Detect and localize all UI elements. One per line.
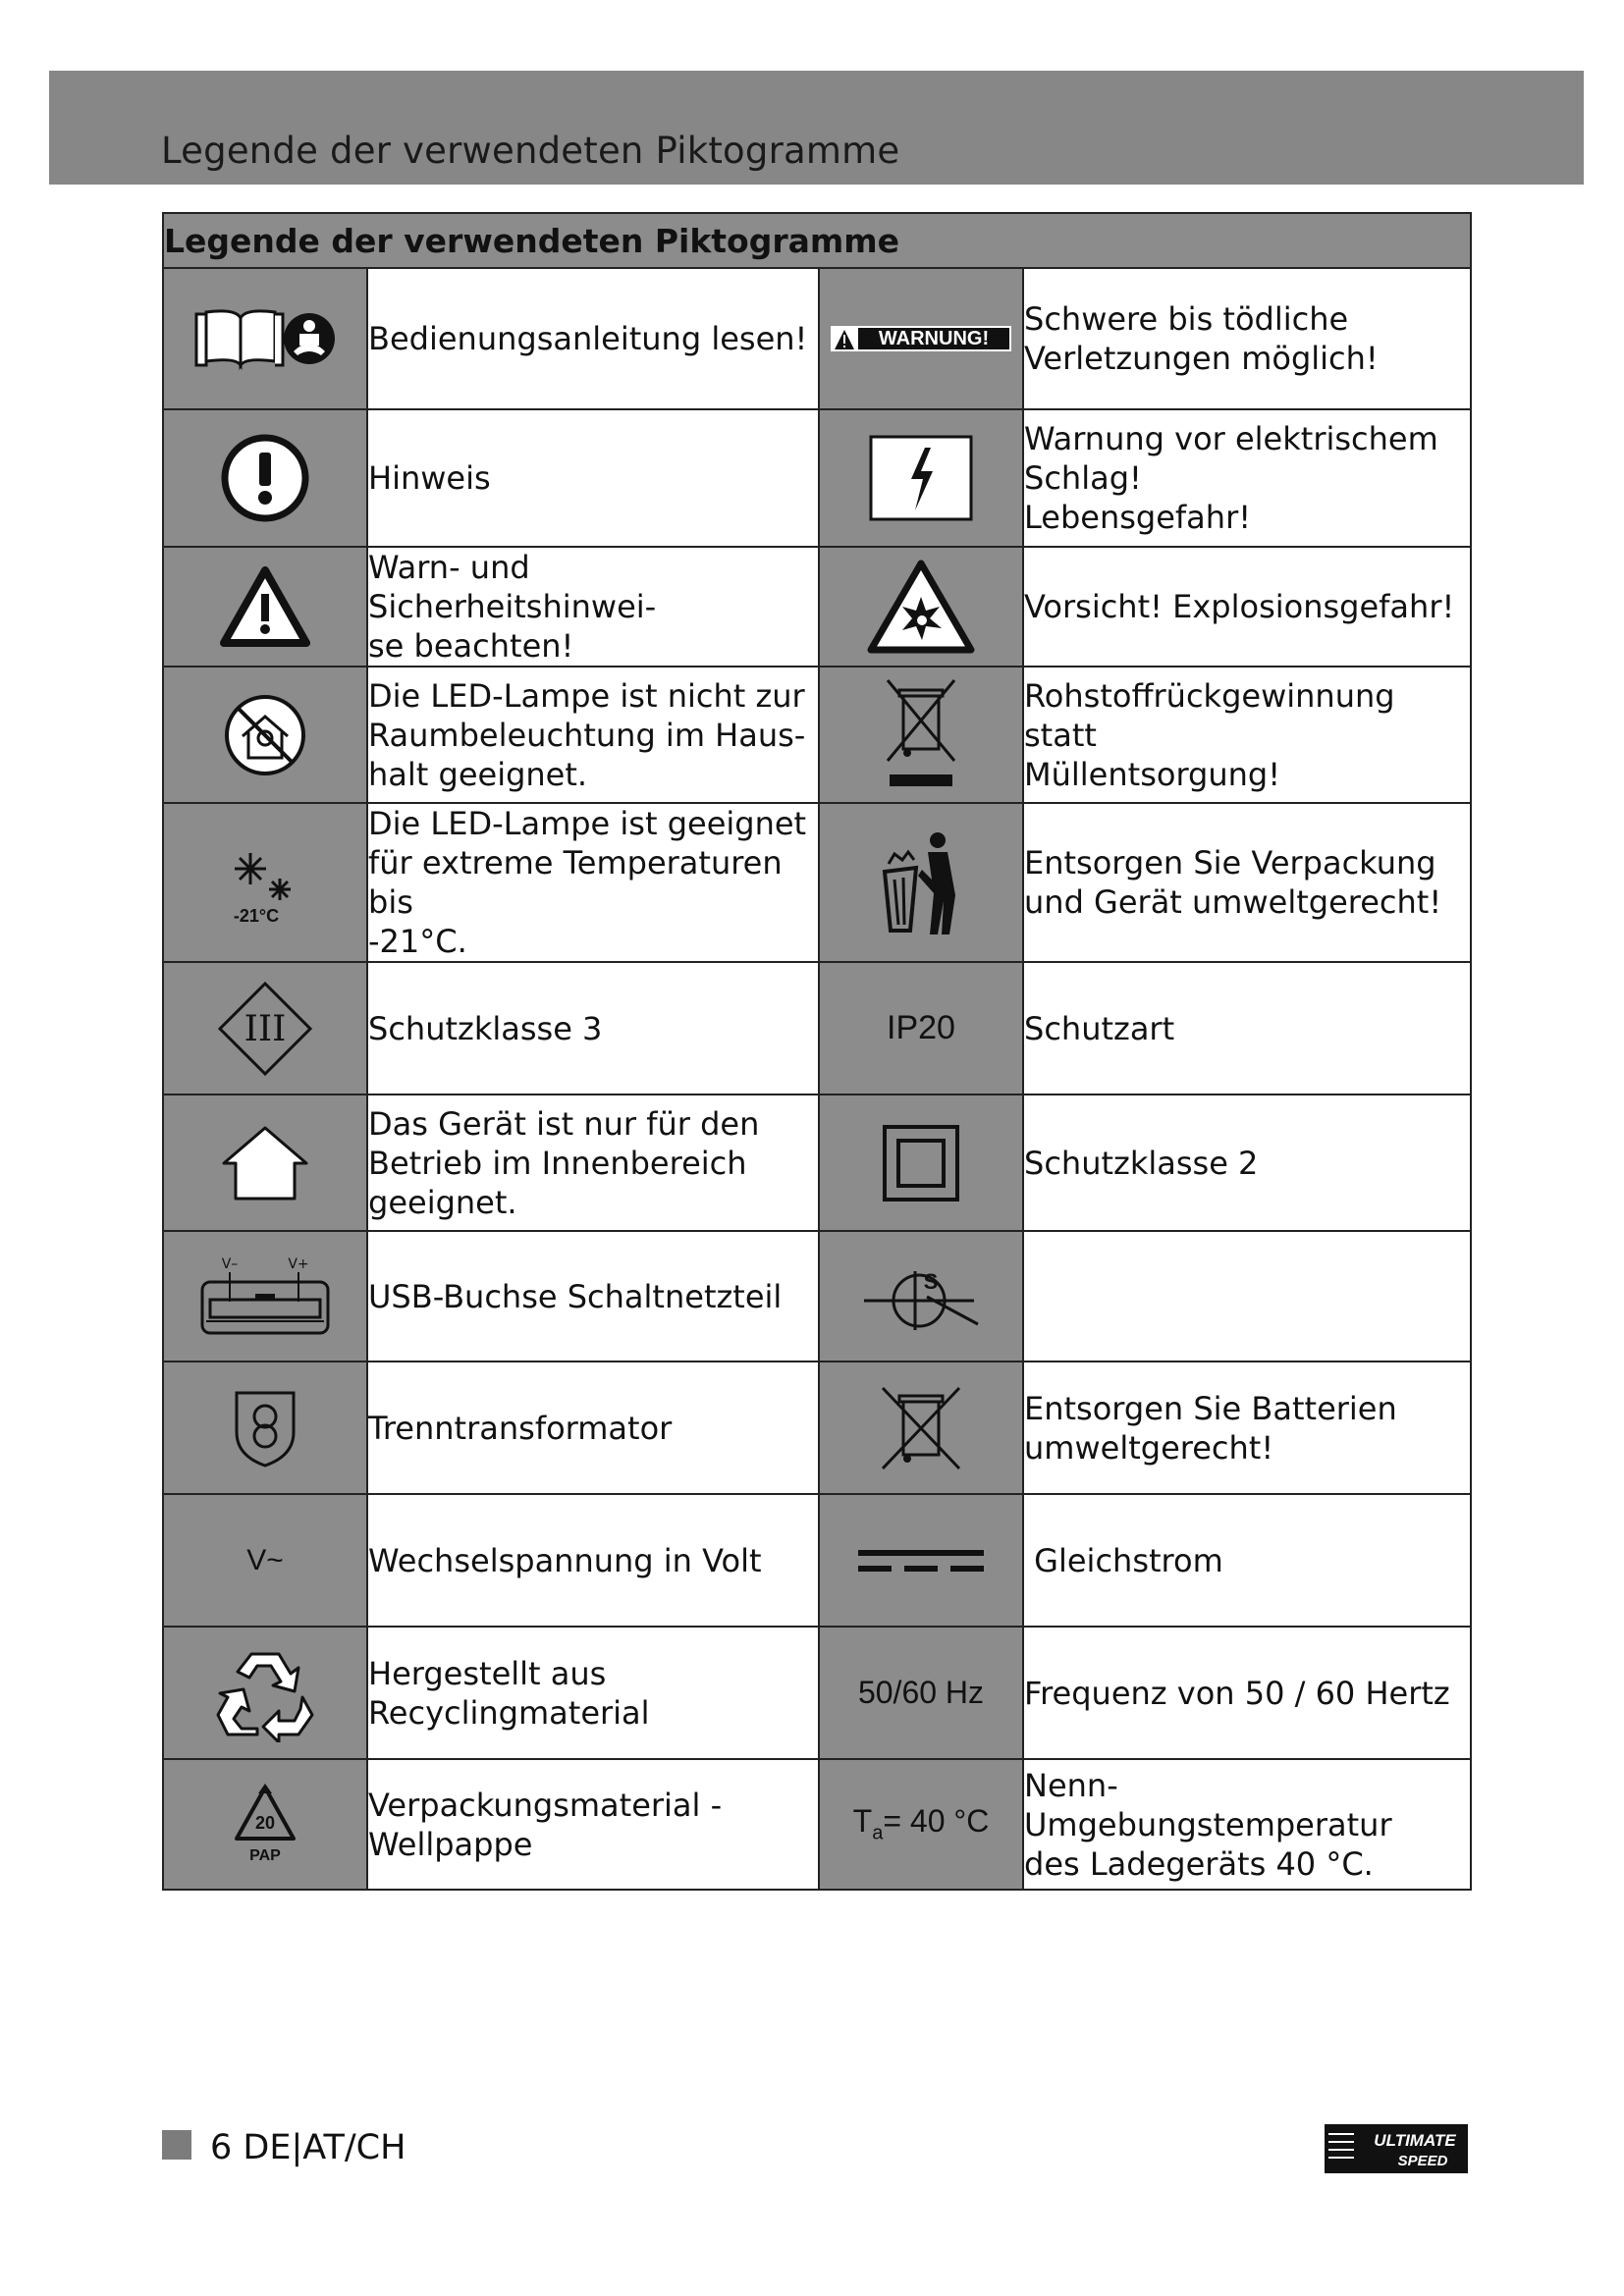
legend-text: Entsorgen Sie Verpackung und Gerät umweltgerecht! xyxy=(1023,803,1471,962)
usb-label-minus: V– xyxy=(221,1255,239,1272)
ambient-temperature-label: $T_a= 40$ °C xyxy=(852,1803,990,1844)
protection-class-2-icon xyxy=(882,1124,960,1202)
legend-text: Verpackungsmaterial - Wellpappe xyxy=(367,1759,819,1890)
page-header-title: Legende der verwendeten Piktogramme xyxy=(161,130,900,172)
dispose-packaging-icon xyxy=(877,828,965,936)
switch-mode-psu-icon xyxy=(860,1257,982,1336)
no-household-lighting-icon xyxy=(223,693,307,777)
page-number: 6 DE|AT/CH xyxy=(210,2128,406,2167)
cold-temperature-icon xyxy=(211,833,319,932)
ultimate-speed-logo xyxy=(1325,2124,1468,2173)
legend-text xyxy=(1023,1231,1471,1362)
legend-text: Rohstoffrückgewinnung statt Müllentsorgung! xyxy=(1023,667,1471,803)
explosion-hazard-icon xyxy=(867,560,975,654)
table-row xyxy=(163,268,1471,409)
cardboard-recycling-icon xyxy=(231,1782,299,1868)
indoor-use-icon xyxy=(220,1124,310,1202)
legend-text: Hinweis xyxy=(367,409,819,547)
warning-triangle-icon xyxy=(220,566,310,647)
cold-temperature-text: -21°C xyxy=(233,906,280,926)
legend-text: Schutzklasse 2 xyxy=(1023,1095,1471,1231)
table-row xyxy=(163,409,1471,547)
footer-marker xyxy=(162,2130,191,2160)
frequency-label: 50/60 Hz xyxy=(857,1675,985,1710)
legend-text: Wechselspannung in Volt xyxy=(367,1494,819,1627)
table-heading: Legende der verwendeten Piktogramme xyxy=(163,213,1471,268)
ac-voltage-label: V~ xyxy=(246,1543,284,1576)
legend-text: USB-Buchse Schaltnetzteil xyxy=(367,1231,819,1362)
electric-shock-icon xyxy=(868,434,974,522)
warning-label-icon xyxy=(831,322,1011,355)
table-row xyxy=(163,1759,1471,1890)
cardboard-pap-text: PAP xyxy=(249,1846,281,1864)
table-row xyxy=(163,1095,1471,1231)
direct-current-icon xyxy=(856,1546,986,1575)
legend-text: Schwere bis tödliche Verletzungen möglich! xyxy=(1023,268,1471,409)
legend-text: Warnung vor elektrischem Schlag! Lebensgefahr! xyxy=(1023,409,1471,547)
protection-class-3-icon xyxy=(216,980,314,1078)
legend-text: Die LED-Lampe ist geeignet für extreme Temperaturen bis -21°C. xyxy=(367,803,819,962)
cardboard-code-text: 20 xyxy=(254,1812,276,1833)
read-manual-icon xyxy=(191,304,339,373)
pictogram-legend-table xyxy=(162,212,1472,1891)
isolating-transformer-icon xyxy=(231,1387,299,1469)
table-row xyxy=(163,1231,1471,1362)
recycling-icon xyxy=(214,1644,316,1742)
switch-mode-psu-text: S xyxy=(923,1268,939,1294)
usb-label-plus: V+ xyxy=(288,1255,309,1272)
legend-text: Gleichstrom xyxy=(1023,1494,1471,1627)
table-row xyxy=(163,1362,1471,1494)
usb-socket-icon xyxy=(196,1253,334,1341)
legend-text: Schutzart xyxy=(1023,962,1471,1095)
ip20-label: IP20 xyxy=(887,1009,955,1046)
legend-text: Vorsicht! Explosionsgefahr! xyxy=(1023,547,1471,667)
svg-text:SPEED: SPEED xyxy=(1397,2153,1448,2169)
table-row xyxy=(163,1627,1471,1759)
notice-icon xyxy=(220,433,310,523)
svg-text:ULTIMATE: ULTIMATE xyxy=(1374,2131,1456,2150)
legend-text: Warn- und Sicherheitshinwei- se beachten! xyxy=(367,547,819,667)
crossed-bin-icon xyxy=(877,1384,965,1472)
table-row xyxy=(163,667,1471,803)
table-row xyxy=(163,962,1471,1095)
table-row xyxy=(163,803,1471,962)
legend-text: Das Gerät ist nur für den Betrieb im Innenbereich geeignet. xyxy=(367,1095,819,1231)
legend-text: Hergestellt aus Recyclingmaterial xyxy=(367,1627,819,1759)
table-row xyxy=(163,1494,1471,1627)
legend-text: Die LED-Lampe ist nicht zur Raumbeleuchtung im Haus- halt geeignet. xyxy=(367,667,819,803)
legend-text: Trenntransformator xyxy=(367,1362,819,1494)
table-row xyxy=(163,547,1471,667)
legend-text: Entsorgen Sie Batterien umweltgerecht! xyxy=(1023,1362,1471,1494)
legend-text: Bedienungsanleitung lesen! xyxy=(367,268,819,409)
legend-text: Schutzklasse 3 xyxy=(367,962,819,1095)
crossed-bin-bar-icon xyxy=(882,676,960,794)
legend-text: Nenn-Umgebungstemperatur des Ladegeräts 40 °C. xyxy=(1023,1759,1471,1890)
protection-class-3-text: III xyxy=(244,1008,287,1049)
warning-label-text: WARNUNG! xyxy=(878,328,990,349)
legend-text: Frequenz von 50 / 60 Hertz xyxy=(1023,1627,1471,1759)
